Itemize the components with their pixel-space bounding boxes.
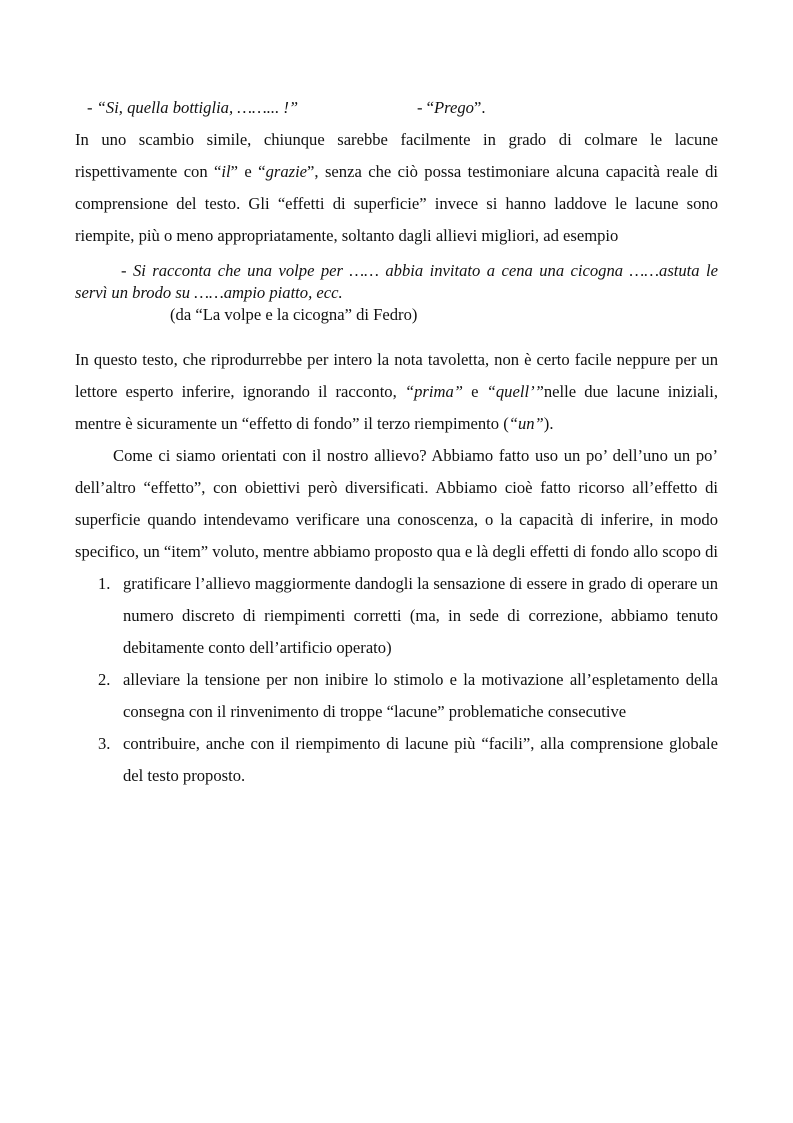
paragraph-analysis: In questo testo, che riprodurrebbe per intero la nota tavoletta, non è certo facile neppure per un lettore esperto inferire, ignorando il racconto, “prima” e “quell’”nelle due lacune iniziali, mentre è sicuramente un “effetto di fondo” il terzo riempimento (“un”). xyxy=(75,350,718,433)
list-item: 3. contribuire, anche con il riempimento di lacune più “facili”, alla comprensione globale del testo proposto. xyxy=(98,734,718,785)
paragraph-orientation: Come ci siamo orientati con il nostro allievo? Abbiamo fatto uso un po’ dell’uno un po’ dell’altro “effetto”, con obiettivi però diversificati. Abbiamo cioè fatto ricorso all’effetto di superficie quando intendevamo verificare una conoscenza, o la capacità di inferire, in modo specifico, un “item” voluto, mentre abbiamo proposto qua e là degli effetti di fondo allo scopo di xyxy=(75,446,718,561)
paragraph-effects-surface: In uno scambio simile, chiunque sarebbe facilmente in grado di colmare le lacune rispettivamente con “il” e “grazie”, senza che ciò possa testimoniare alcuna capacità reale di comprensione del testo. Gli “effetti di superficie” invece si hanno laddove le lacune sono riempite, più o meno appropriatamente, soltanto dagli allievi migliori, ad esempio xyxy=(75,130,718,245)
list-item: 2. alleviare la tensione per non inibire lo stimolo e la motivazione all’espletamento della consegna con il rinvenimento di troppe “lacune” problematiche consecutive xyxy=(98,670,718,721)
example-text: - Si racconta che una volpe per …… abbia invitato a cena una cicogna ……astuta le servì un brodo su ……ampio piatto, ecc. xyxy=(75,261,718,302)
example-quote xyxy=(75,260,718,326)
list-item: 1. gratificare l’allievo maggiormente dandogli la sensazione di essere in grado di operare un numero discreto di riempimenti corretti (ma, in sede di correzione, abbiamo tenuto debitamente conto dell’artificio operato) xyxy=(98,574,718,657)
numbered-list xyxy=(75,568,718,792)
dialogue-right: - “Prego”. xyxy=(417,98,486,117)
example-source: (da “La volpe e la cicogna” di Fedro) xyxy=(170,305,418,324)
document-page xyxy=(75,92,718,792)
dialogue-left: - “Si, quella bottiglia, ……... !” xyxy=(87,98,299,117)
dialogue-line xyxy=(75,92,718,124)
